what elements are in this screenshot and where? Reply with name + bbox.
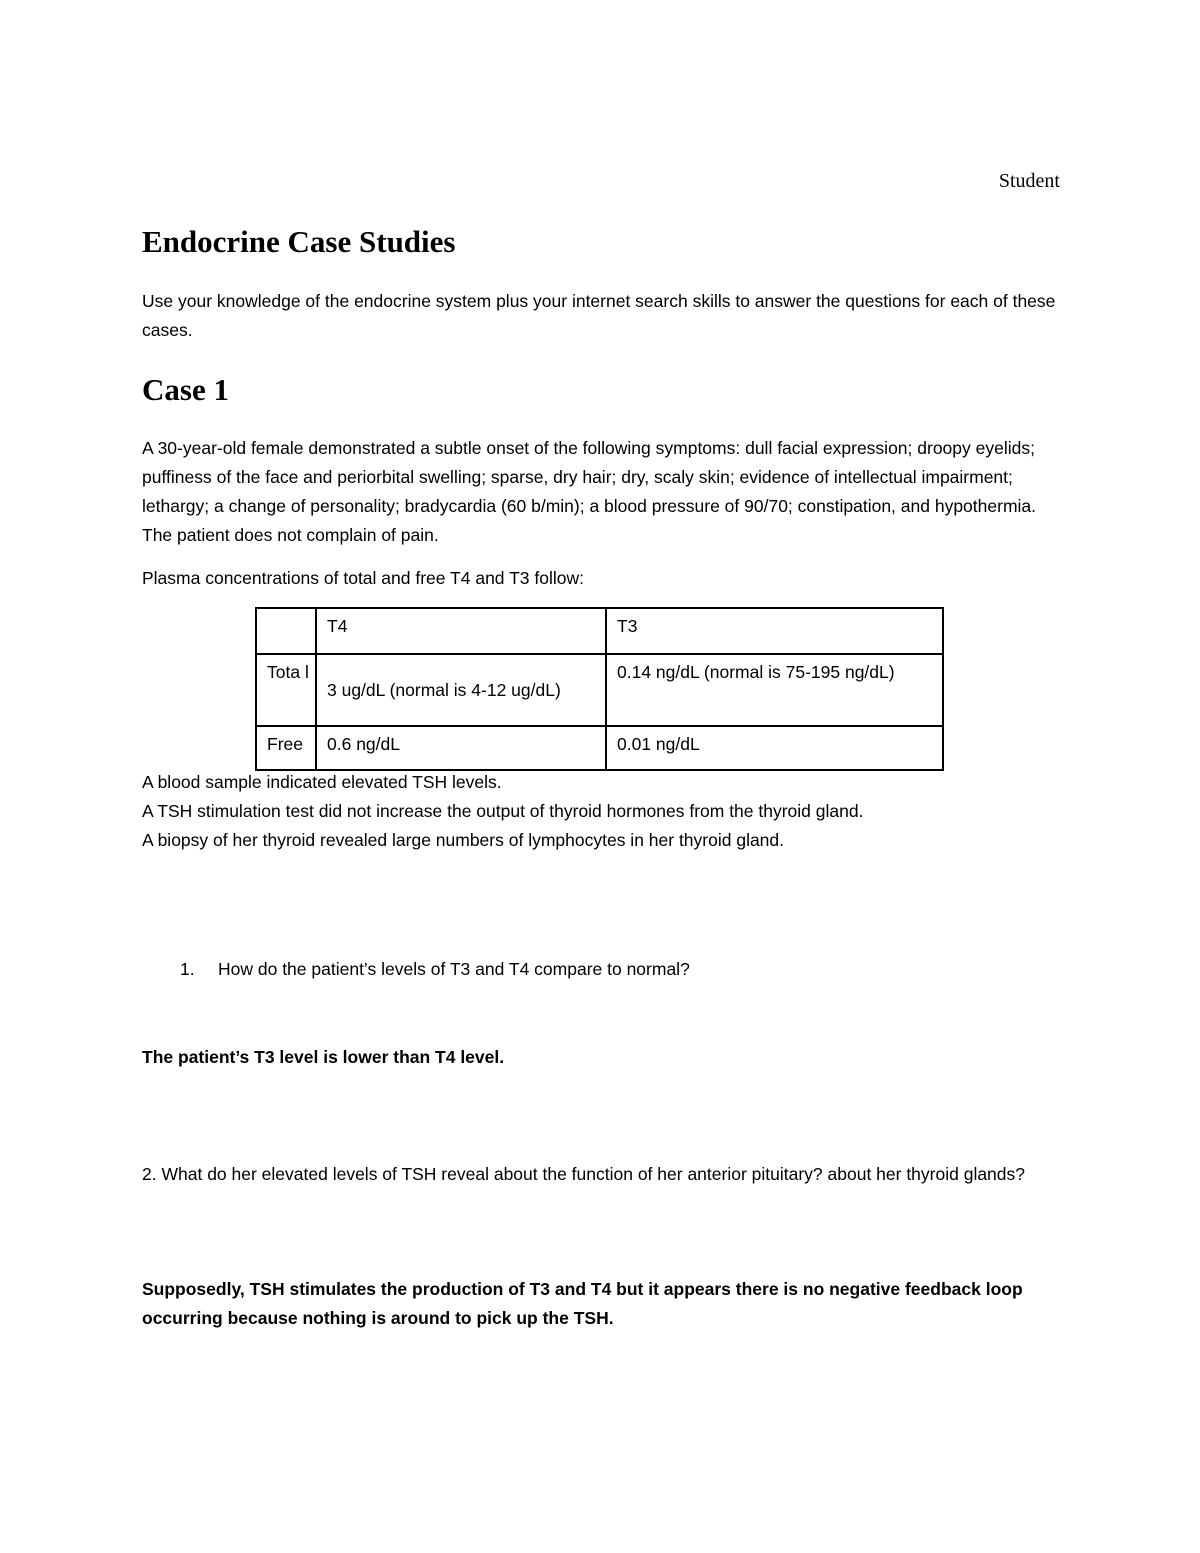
table-row: [256, 726, 943, 770]
case-description: A 30-year-old female demonstrated a subtle onset of the following symptoms: dull facial expression; droopy eyelids; puffiness of the face and periorbital swelling; sparse, dry hair; dry, scaly skin; evidence of intellectual impairment; lethargy; a change of personality; bradycardia (60 b/min); a blood pressure of 90/70; constipation, and hypothermia. The patient does not complain of pain.: [142, 438, 1037, 545]
table-row: [256, 654, 943, 726]
case-heading: Case 1: [142, 372, 229, 407]
question-number: 1.: [180, 959, 195, 979]
finding-line: A biopsy of her thyroid revealed large numbers of lymphocytes in her thyroid gland.: [142, 830, 785, 850]
student-label: Student: [998, 170, 1060, 192]
table-row-label: Tota l: [256, 654, 316, 726]
plasma-intro: Plasma concentrations of total and free T4 and T3 follow:: [142, 568, 584, 588]
table-header-cell: [256, 608, 316, 654]
question-1: [180, 955, 690, 984]
answer-2: Supposedly, TSH stimulates the production of T3 and T4 but it appears there is no negative feedback loop occurring because nothing is around to pick up the TSH.: [142, 1279, 1023, 1328]
hormone-levels-table: [255, 607, 944, 771]
question-number: 2.: [142, 1164, 157, 1184]
table-header-cell: T3: [606, 608, 943, 654]
table-cell: 0.01 ng/dL: [606, 726, 943, 770]
table-cell: 3 ug/dL (normal is 4-12 ug/dL): [316, 654, 606, 726]
finding-line: A TSH stimulation test did not increase the output of thyroid hormones from the thyroid gland.: [142, 801, 864, 821]
page-title: Endocrine Case Studies: [142, 224, 456, 259]
question-2: [142, 1160, 1062, 1189]
table-cell: 0.14 ng/dL (normal is 75-195 ng/dL): [606, 654, 943, 726]
question-text: How do the patient’s levels of T3 and T4 compare to normal?: [218, 959, 690, 979]
answer-1: The patient’s T3 level is lower than T4 level.: [142, 1047, 505, 1067]
table-row-label: Free: [256, 726, 316, 770]
question-text: What do her elevated levels of TSH reveal about the function of her anterior pituitary? about her thyroid glands?: [161, 1164, 1026, 1184]
finding-line: A blood sample indicated elevated TSH levels.: [142, 772, 502, 792]
intro-paragraph: Use your knowledge of the endocrine system plus your internet search skills to answer the questions for each of these cases.: [142, 291, 1056, 340]
table-header-cell: T4: [316, 608, 606, 654]
table-header-row: [256, 608, 943, 654]
table-cell: 0.6 ng/dL: [316, 726, 606, 770]
